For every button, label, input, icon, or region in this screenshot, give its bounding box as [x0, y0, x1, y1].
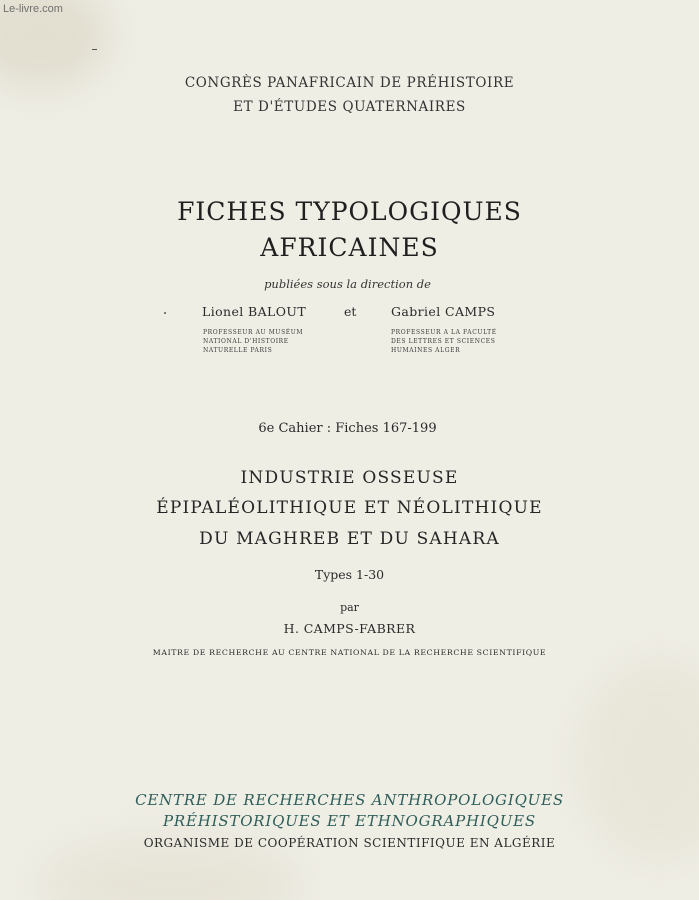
author-title: MAITRE DE RECHERCHE AU CENTRE NATIONAL DE LA RECHERCHE SCIENTIFIQUE [152, 648, 547, 657]
watermark: Le-livre.com [3, 3, 63, 15]
paper-stain [579, 660, 699, 860]
series-title-line-2: AFRICAINES [260, 233, 439, 262]
ink-mark [164, 312, 166, 314]
affiliation-line: DES LETTRES ET SCIENCES [391, 338, 496, 345]
publisher-line-3: ORGANISME DE COOPÉRATION SCIENTIFIQUE EN ALGÉRIE [143, 836, 556, 850]
affiliation-line: NATURELLE PARIS [203, 347, 273, 354]
work-title-line-1: INDUSTRIE OSSEUSE [240, 468, 459, 488]
affiliation-line: PROFESSEUR A LA FACULTÉ [391, 329, 497, 336]
congress-line-2: ET D'ÉTUDES QUATERNAIRES [233, 99, 466, 115]
director-right-name: Gabriel CAMPS [391, 304, 496, 319]
publisher-line-1: CENTRE DE RECHERCHES ANTHROPOLOGIQUES [135, 791, 564, 809]
director-left-name: Lionel BALOUT [202, 304, 307, 319]
author-by: par [340, 601, 359, 614]
cahier-number: 6e Cahier : Fiches 167-199 [258, 421, 437, 436]
types-range: Types 1-30 [314, 567, 385, 582]
publisher-line-2: PRÉHISTORIQUES ET ETHNOGRAPHIQUES [162, 812, 537, 830]
author-name: H. CAMPS-FABRER [283, 621, 416, 636]
published-under: publiées sous la direction de [264, 277, 431, 291]
affiliation-line: PROFESSEUR AU MUSÉUM [203, 329, 304, 336]
series-title-line-1: FICHES TYPOLOGIQUES [177, 197, 522, 226]
director-right-affiliation [391, 328, 497, 355]
affiliation-line: HUMAINES ALGER [391, 347, 461, 354]
work-title-line-2: ÉPIPALÉOLITHIQUE ET NÉOLITHIQUE [156, 498, 543, 518]
affiliation-line: NATIONAL D'HISTOIRE [203, 338, 289, 345]
work-title-line-3: DU MAGHREB ET DU SAHARA [199, 529, 500, 549]
director-left-affiliation [203, 328, 303, 355]
conjunction-et: et [344, 304, 357, 319]
congress-line-1: CONGRÈS PANAFRICAIN DE PRÉHISTOIRE [184, 75, 515, 91]
ink-mark [92, 49, 97, 50]
